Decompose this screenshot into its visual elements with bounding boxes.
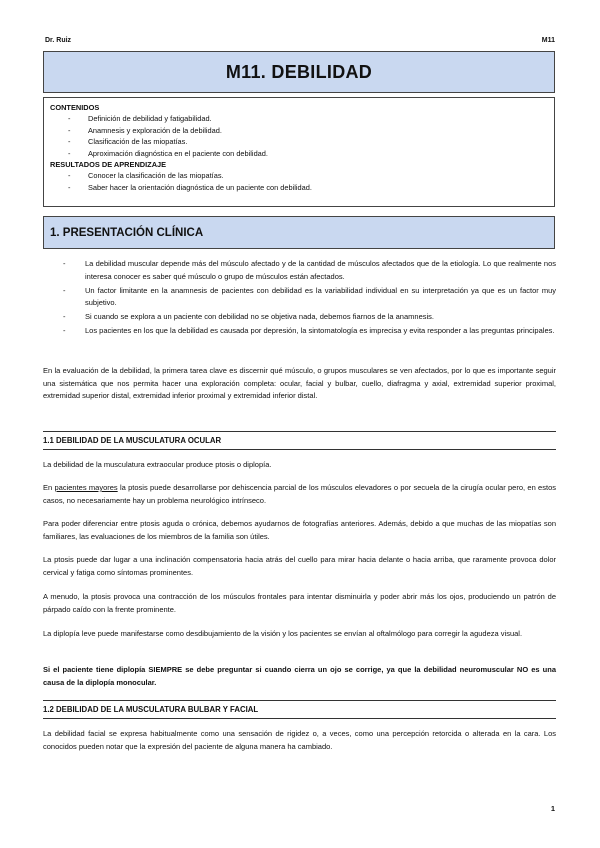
outcomes-item: - Conocer la clasificación de las miopatías. (68, 171, 224, 181)
subsection-heading-ocular: 1.1 DEBILIDAD DE LA MUSCULATURA OCULAR (43, 431, 556, 446)
contents-item: - Clasificación de las miopatías. (68, 137, 188, 147)
ocular-paragraph-5: A menudo, la ptosis provoca una contracción de los músculos frontales para intentar disminuirla y poder abrir más los ojos, produciendo un patrón de párpado caído con la frente prominente. (43, 592, 556, 614)
outcomes-heading: RESULTADOS DE APRENDIZAJE (50, 160, 167, 170)
header-code: M11 (541, 37, 555, 44)
contents-item: - Definición de debilidad y fatigabilidad. (68, 114, 212, 124)
contents-heading: CONTENIDOS (50, 103, 100, 112)
ocular-paragraph-1: La debilidad de la musculatura extraocular produce ptosis o diplopía. (43, 460, 272, 469)
ocular-paragraph-3: Para poder diferenciar entre ptosis aguda o crónica, debemos ayudarnos de fotografías anteriores. Además, debido a que muchas de las miopatías son familiares, las evaluaciones de los miembros de la familia son útiles. (43, 519, 556, 541)
contents-item: - Anamnesis y exploración de la debilidad. (68, 125, 222, 135)
section-title: 1. PRESENTACIÓN CLÍNICA (50, 226, 204, 239)
ocular-paragraph-4: La ptosis puede dar lugar a una inclinación compensatoria hacia atrás del cuello para mirar hacia delante o hacia arriba, que raramente provoca dolor cervical y fatiga como síntomas prominentes. (43, 555, 556, 577)
bulbar-paragraph-1: La debilidad facial se expresa habitualmente como una sensación de rigidez o, a veces, como una percepción retorcida o alterada en la cara. Los conocidos pueden notar que la expresión del paciente de alguna manera ha cambiado. (43, 729, 556, 751)
contents-item: - Aproximación diagnóstica en el paciente con debilidad. (68, 148, 268, 158)
ocular-paragraph-7: Si el paciente tiene diplopía SIEMPRE se debe preguntar si cuando cierra un ojo se corrige, ya que la debilidad neuromuscular NO es una causa de la diplopía monocular. (43, 665, 556, 687)
bullet-item: - Un factor limitante en la anamnesis de pacientes con debilidad es la variabilidad individual en su interpretación ya que es un factor muy subjetivo. (63, 285, 556, 307)
ocular-paragraph-6: La diplopía leve puede manifestarse como desdibujamiento de la visión y los pacientes se envían al oftalmólogo para corregir la agudeza visual. (43, 629, 523, 638)
subsection-heading-bulbar: 1.2 DEBILIDAD DE LA MUSCULATURA BULBAR Y FACIAL (43, 700, 556, 715)
title-box (43, 51, 555, 93)
bullet-item: - Los pacientes en los que la debilidad es causada por depresión, la sintomatología es imprecisa y evita responder a las preguntas principales. (63, 326, 555, 335)
intro-paragraph: En la evaluación de la debilidad, la primera tarea clave es discernir qué músculo, o grupos musculares se ven afectados, por lo que es importante seguir una sistemática que nos permita hacer una exploración completa: ocular, facial y bulbar, cuello, diafragma y axial, extremidad superior proximal, extremidad superior distal, extremidad inferior proximal y extremidad inferior distal. (43, 366, 556, 401)
header-author: Dr. Ruiz (45, 37, 72, 44)
outcomes-item: - Saber hacer la orientación diagnóstica de un paciente con debilidad. (68, 182, 312, 192)
bullet-list (63, 258, 556, 339)
page-title: M11. DEBILIDAD (225, 61, 373, 82)
bullet-item: - Si cuando se explora a un paciente con debilidad no se objetiva nada, debemos fiarnos de la anamnesis. (63, 312, 434, 321)
page-number: 1 (550, 804, 555, 813)
ocular-paragraph-2: En pacientes mayores la ptosis puede desarrollarse por dehiscencia parcial de los músculos elevadores o por secuela de la cirugía ocular pero, en estos casos, no necesariamente hay un problema neurológico intrínseco. (43, 483, 556, 505)
bullet-item: - La debilidad muscular depende más del músculo afectado y de la cantidad de músculos afectados que de la etiología. Lo que realmente nos interesa conocer es saber qué músculo o grupo de músculos están afectados. (63, 259, 556, 281)
section-heading-box (43, 216, 555, 249)
contents-box (43, 97, 555, 207)
